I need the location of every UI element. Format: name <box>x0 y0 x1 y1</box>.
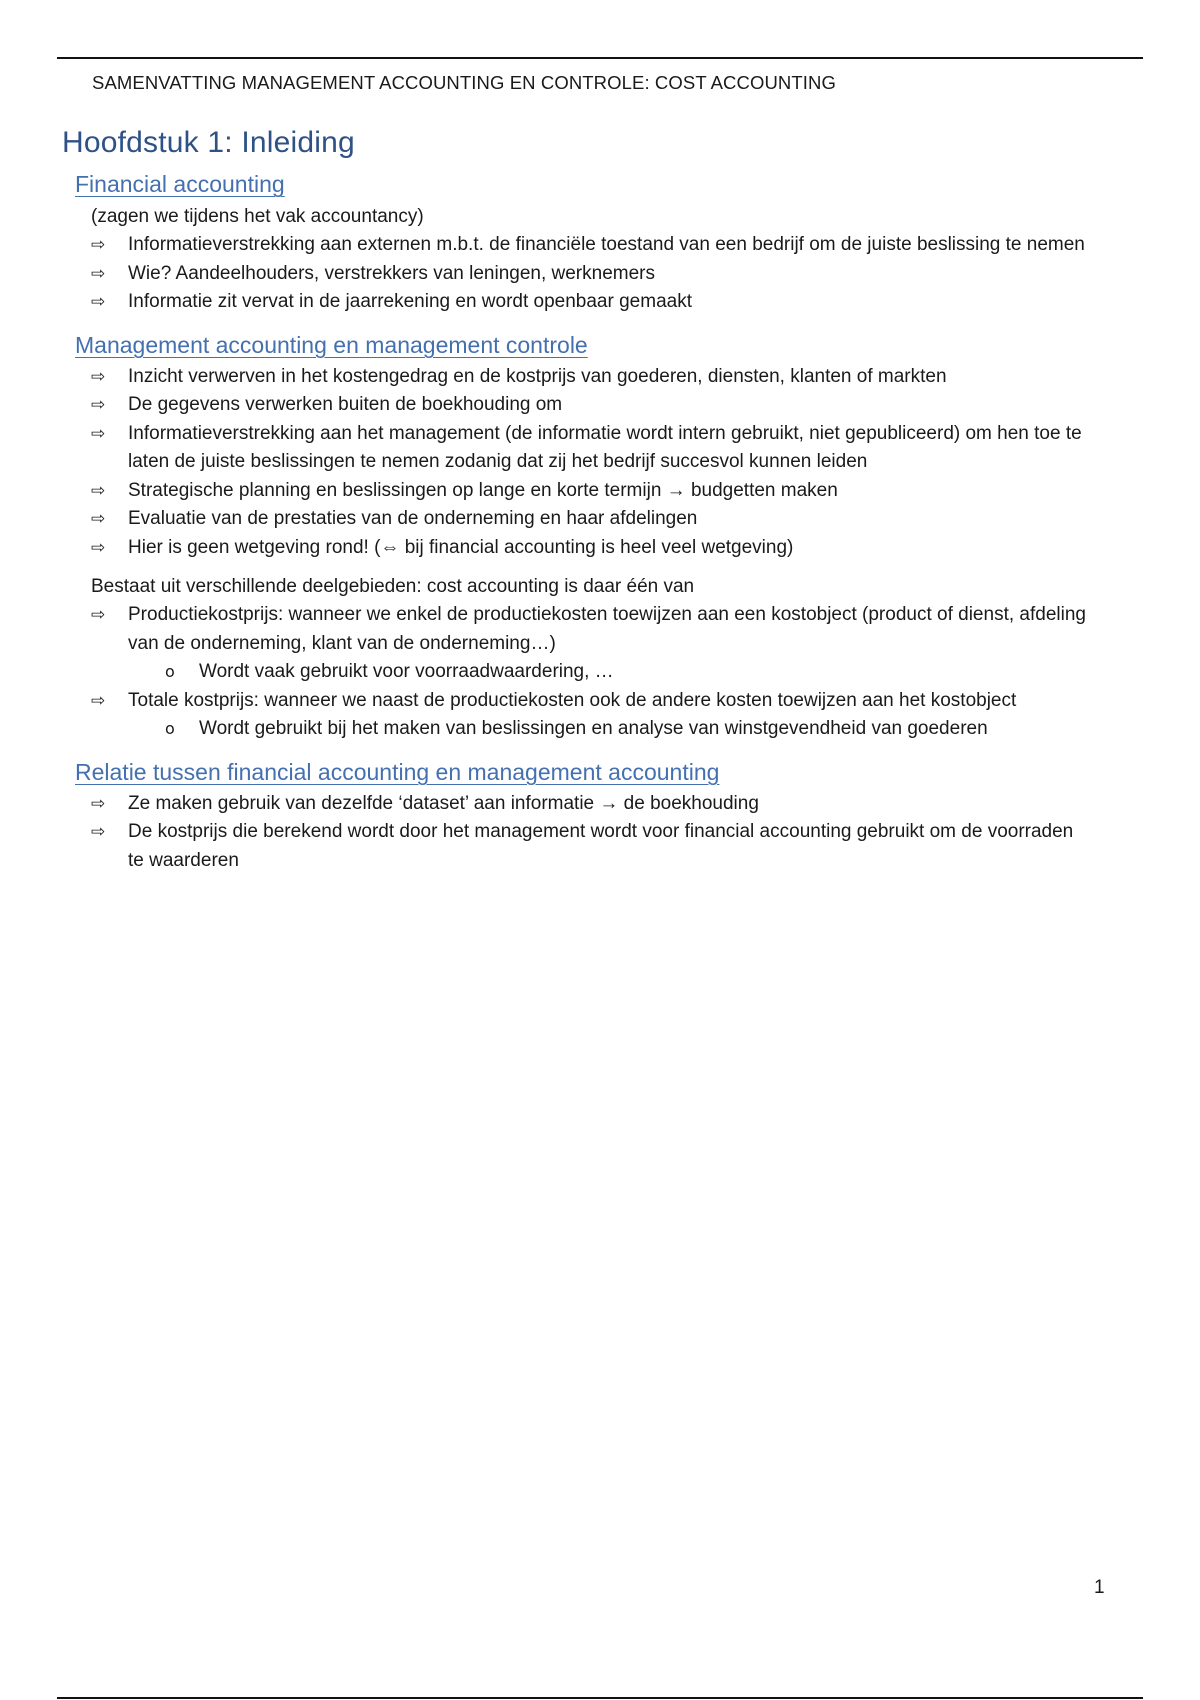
list-item <box>62 601 1112 658</box>
list-item <box>62 420 1112 477</box>
bullet-list <box>62 687 1112 716</box>
header-rule <box>57 57 1143 59</box>
sub-bullet-list <box>62 715 1112 744</box>
list-item-text: Hier is geen wetgeving rond! (⇔ bij financial accounting is heel veel wetgeving) <box>128 536 794 558</box>
arrow-right-icon: ⇨ <box>91 537 106 558</box>
list-item <box>62 391 1112 420</box>
section-financial-accounting <box>62 168 1112 317</box>
arrow-right-icon: ⇨ <box>91 480 106 501</box>
section-note: (zagen we tijdens het vak accountancy) <box>91 206 424 227</box>
arrow-right-icon: ⇨ <box>91 366 106 387</box>
arrow-right-icon: ⇨ <box>91 605 106 625</box>
circle-bullet-icon: o <box>165 719 175 738</box>
list-item-text: Wie? Aandeelhouders, verstrekkers van leningen, werknemers <box>128 262 655 284</box>
circle-bullet-icon: o <box>165 662 175 681</box>
list-item <box>62 790 1112 819</box>
section-title: Management accounting en management controle <box>75 331 588 358</box>
sub-list-item-text: Wordt vaak gebruikt voor voorraadwaardering, … <box>199 661 614 682</box>
running-header: SAMENVATTING MANAGEMENT ACCOUNTING EN CONTROLE: COST ACCOUNTING <box>92 72 836 93</box>
list-item-text: Productiekostprijs: wanneer we enkel de productiekosten toewijzen aan een kostobject (product of dienst, afdeling van de onderneming, klant van de onderneming…) <box>128 604 1086 654</box>
bullet-list <box>62 363 1112 563</box>
section-management-accounting <box>62 329 1112 744</box>
list-item <box>62 363 1112 392</box>
list-item-text: De kostprijs die berekend wordt door het management wordt voor financial accounting gebruikt om de voorraden te waarderen <box>128 821 1074 871</box>
list-item <box>62 687 1112 716</box>
list-item <box>62 231 1112 260</box>
list-item <box>62 818 1112 875</box>
list-item-text: Informatie zit vervat in de jaarrekening en wordt openbaar gemaakt <box>128 291 692 312</box>
arrow-right-icon: ⇨ <box>91 263 106 284</box>
section-note: Bestaat uit verschillende deelgebieden: cost accounting is daar één van <box>91 576 695 597</box>
page-content <box>62 126 1112 875</box>
arrow-right-icon: ⇨ <box>91 690 106 711</box>
section-relatie <box>62 756 1112 876</box>
arrow-right-icon: ⇨ <box>91 793 106 814</box>
arrow-right-icon: ⇨ <box>91 235 106 255</box>
arrow-right-icon: ⇨ <box>91 822 106 842</box>
list-item-text: De gegevens verwerken buiten de boekhouding om <box>128 394 563 415</box>
list-item-text: Inzicht verwerven in het kostengedrag en de kostprijs van goederen, diensten, klanten of markten <box>128 365 947 387</box>
list-item <box>62 505 1112 534</box>
arrow-right-icon: ⇨ <box>91 292 106 312</box>
bullet-list <box>62 601 1112 658</box>
sub-list-item-text: Wordt gebruikt bij het maken van beslissingen en analyse van winstgevendheid van goederen <box>199 718 988 739</box>
sub-list-item <box>62 715 1112 744</box>
list-item <box>62 534 1112 563</box>
page-number: 1 <box>1094 1577 1105 1598</box>
section-title: Relatie tussen financial accounting en management accounting <box>75 758 720 785</box>
bullet-list <box>62 790 1112 876</box>
arrow-right-icon: ⇨ <box>91 509 106 529</box>
bullet-list <box>62 231 1112 317</box>
list-item-text: Strategische planning en beslissingen op lange en korte termijn → budgetten maken <box>128 479 838 501</box>
sub-bullet-list <box>62 658 1112 687</box>
chapter-title: Hoofdstuk 1: Inleiding <box>62 126 355 159</box>
list-item-text: Informatieverstrekking aan externen m.b.t. de financiële toestand van een bedrijf om de juiste beslissing te nemen <box>128 234 1085 255</box>
arrow-right-icon: ⇨ <box>91 395 106 415</box>
footer-rule <box>57 1697 1143 1699</box>
list-item <box>62 288 1112 317</box>
sub-list-item <box>62 658 1112 687</box>
list-item-text: Ze maken gebruik van dezelfde ‘dataset’ aan informatie → de boekhouding <box>128 792 759 814</box>
list-item <box>62 477 1112 506</box>
arrow-right-icon: ⇨ <box>91 423 106 444</box>
list-item-text: Evaluatie van de prestaties van de onderneming en haar afdelingen <box>128 508 698 529</box>
list-item-text: Informatieverstrekking aan het management (de informatie wordt intern gebruikt, niet gepubliceerd) om hen toe te laten de juiste beslissingen te nemen zodanig dat zij het bedrijf succesvol kunnen leiden <box>128 422 1082 472</box>
list-item <box>62 260 1112 289</box>
list-item-text: Totale kostprijs: wanneer we naast de productiekosten ook de andere kosten toewijzen aan het kostobject <box>128 689 1017 711</box>
section-title: Financial accounting <box>75 171 285 197</box>
